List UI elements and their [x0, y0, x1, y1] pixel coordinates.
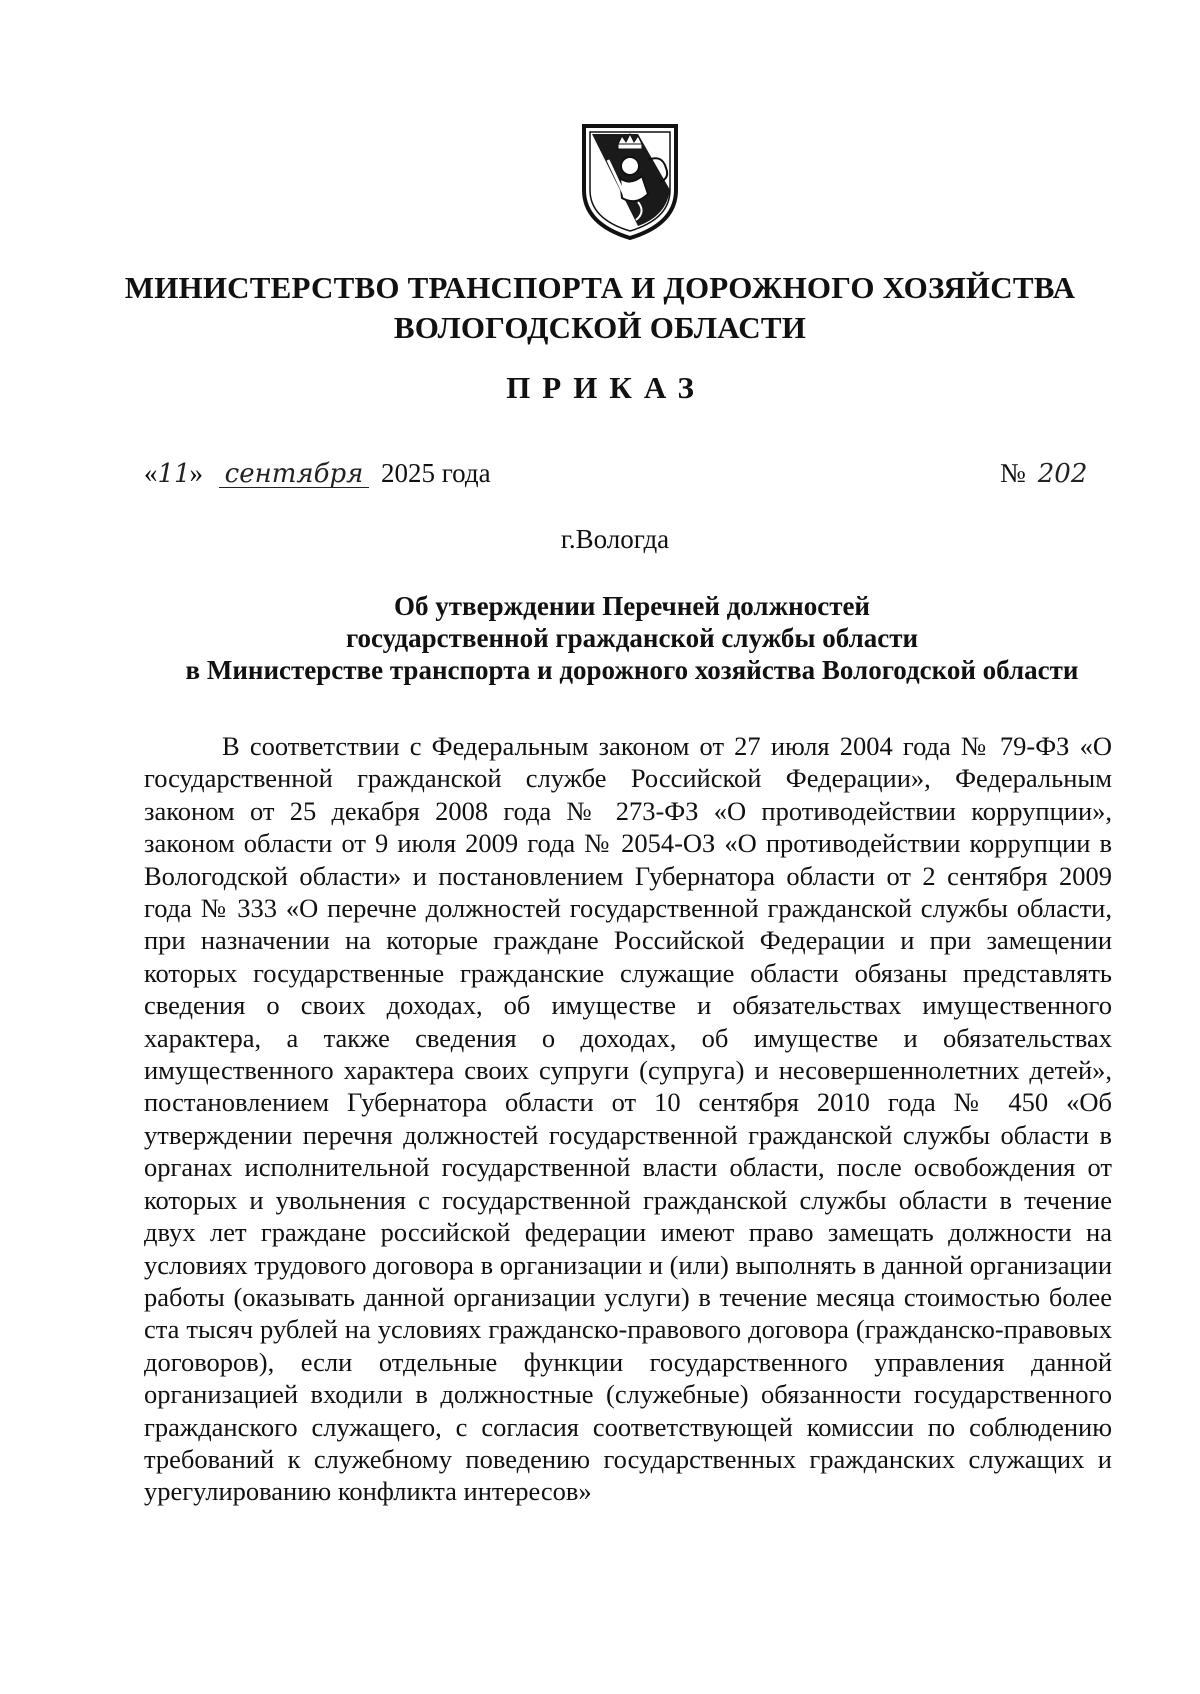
- date-month: сентября: [219, 461, 369, 488]
- date-open-quote: «: [144, 458, 158, 488]
- order-subject: [150, 590, 1114, 686]
- ministry-name: [0, 268, 1200, 348]
- subject-line-3: в Министерстве транспорта и дорожного хозяйства Вологодской области: [185, 655, 1079, 685]
- number-sign: №: [1000, 458, 1026, 488]
- body-paragraph: В соответствии с Федеральным законом от 27 июля 2004 года № 79-ФЗ «О государственной гражданской службе Российской Федерации», Федеральным законом от 25 декабря 2008 года № 273-ФЗ «О противодействии коррупции», законом области от 9 июля 2009 года № 2054-ОЗ «О противодействии коррупции в Вологодской области» и постановлением Губернатора области от 2 сентября 2009 года № 333 «О перечне должностей государственной гражданской службы области, при назначении на которые граждане Российской Федерации и при замещении которых государственные гражданские служащие области обязаны представлять сведения о своих доходах, об имуществе и обязательствах имущественного характера, а также сведения о доходах, об имуществе и обязательствах имущественного характера своих супруги (супруга) и несовершеннолетних детей», постановлением Губернатора области от 10 сентября 2010 года № 450 «Об утверждении перечня должностей государственной гражданской службы области в органах исполнительной государственной власти области, после освобождения от которых и увольнения с государственной гражданской службы области в течение двух лет граждане российской федерации имеют право замещать должности на условиях трудового договора в организации и (или) выполнять в данной организации работы (оказывать данной организации услуги) в течение месяца стоимостью более ста тысяч рублей на условиях гражданско-правового договора (гражданско-правовых договоров), если отдельные функции государственного управления данной организацией входили в должностные (служебные) обязанности государственного гражданского служащего, с согласия соответствующей комиссии по соблюдению требований к служебному поведению государственных гражданских служащих и урегулированию конфликта интересов»: [144, 731, 1112, 1507]
- city: г.Вологда: [560, 524, 670, 554]
- date-year: 2025 года: [381, 458, 491, 488]
- order-date: [144, 458, 491, 489]
- subject-line-2: государственной гражданской службы области: [345, 623, 919, 653]
- order-title: ПРИКАЗ: [506, 370, 706, 405]
- date-close-quote: »: [189, 458, 203, 488]
- coat-of-arms-icon: [578, 120, 682, 242]
- number-value: 202: [1037, 459, 1088, 489]
- ministry-line-2: ВОЛОГОДСКОЙ ОБЛАСТИ: [393, 310, 807, 345]
- ministry-line-1: МИНИСТЕРСТВО ТРАНСПОРТА И ДОРОЖНОГО ХОЗЯЙСТВА: [124, 270, 1076, 305]
- order-number: [1000, 458, 1098, 489]
- subject-line-1: Об утверждении Перечней должностей: [394, 591, 870, 621]
- date-day: 11: [157, 459, 191, 489]
